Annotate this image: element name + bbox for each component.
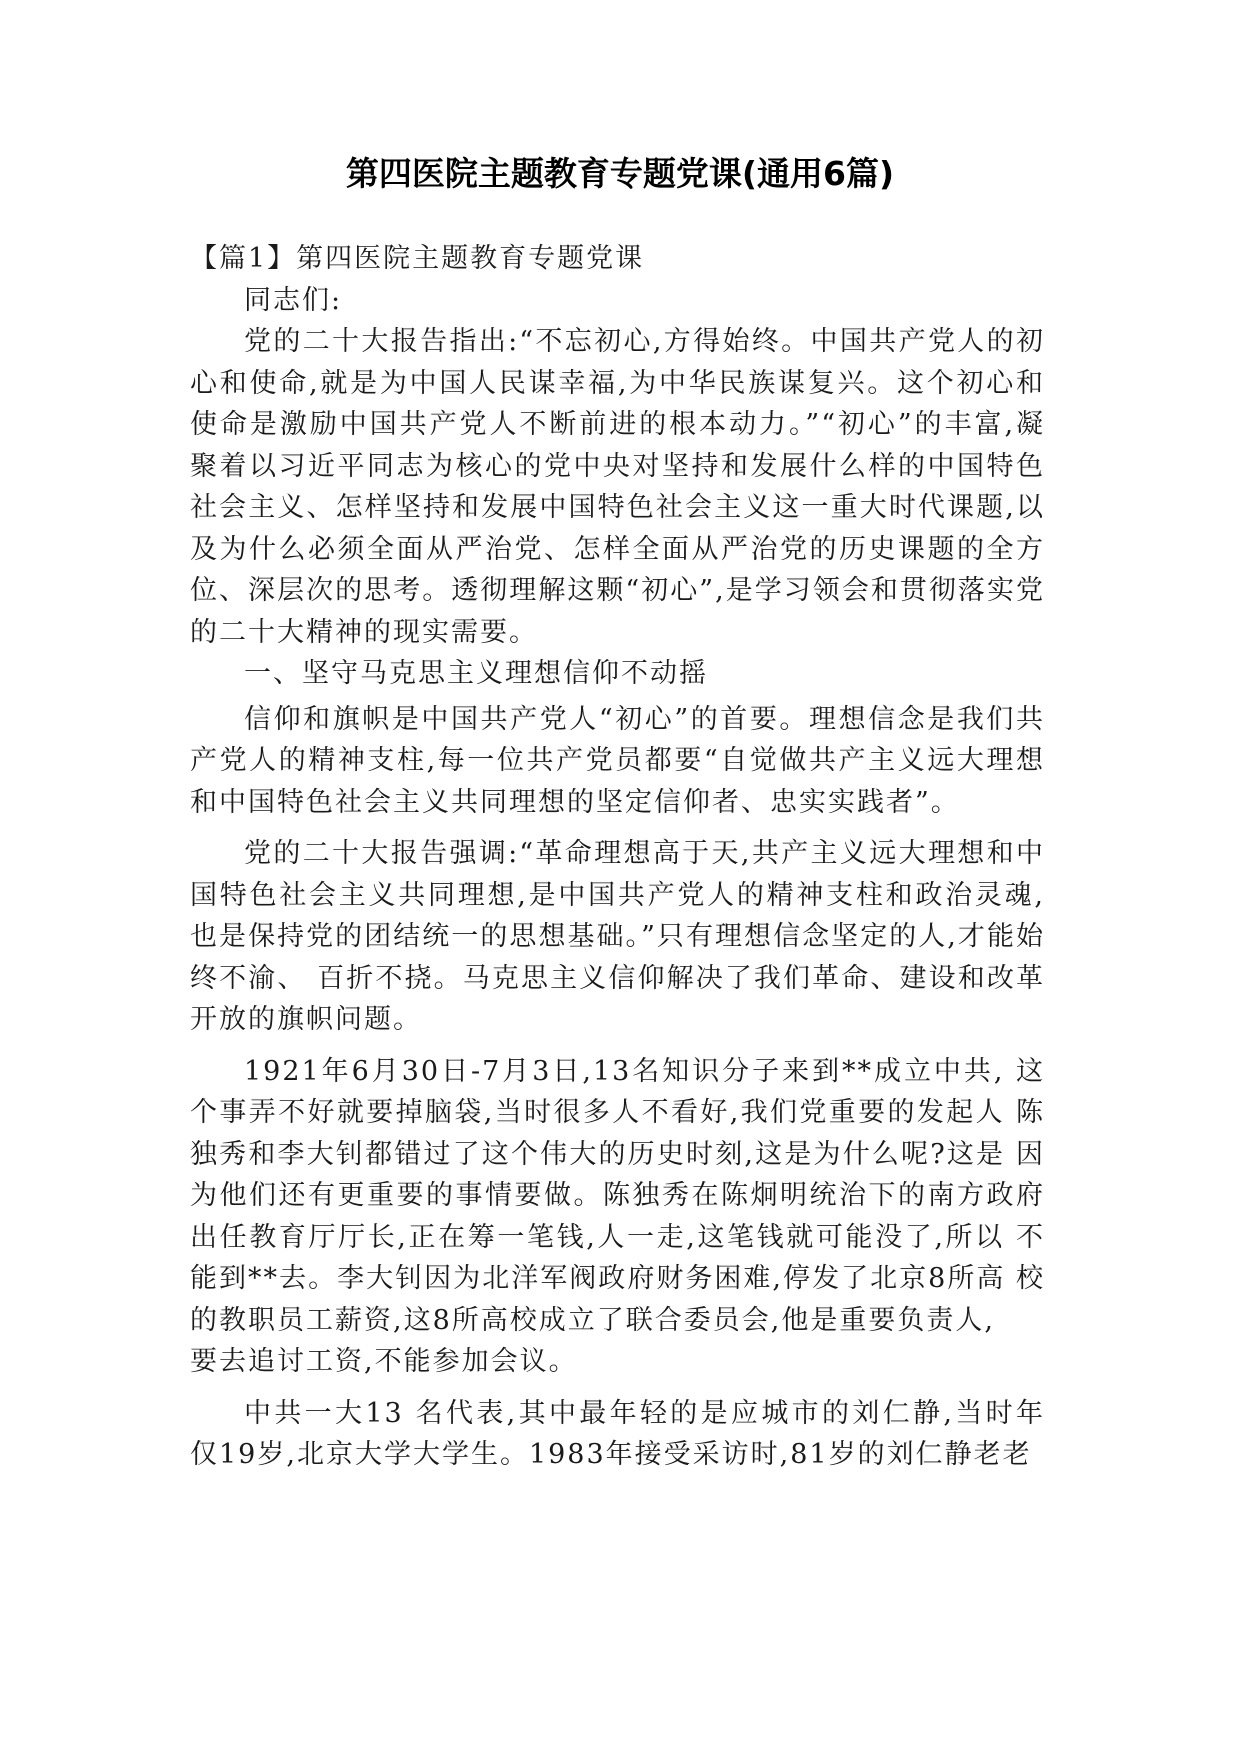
paragraph-faith: 信仰和旗帜是中国共产党人“初心”的首要。理想信念是我们共产党人的精神支柱,每一位共产党员都要“自觉做共产主义远大理想和中国特色社会主义共同理想的坚定信仰者、忠实实践者”。 (190, 703, 1045, 818)
document-title: 第四医院主题教育专题党课(通用6篇) (345, 154, 895, 193)
paragraph-report: 党的二十大报告强调:“革命理想高于天,共产主义远大理想和中国特色社会主义共同理想,是中国共产党人的精神支柱和政治灵魂,也是保持党的团结统一的思想基础。”只有理想信念坚定的人,才能始终不渝、 百折不挠。马克思主义信仰解决了我们革命、建设和改革开放的旗帜问题。 (190, 838, 1045, 1035)
subheading-one: 一、坚守马克思主义理想信仰不动摇 (244, 658, 708, 689)
paragraph-history-continued: 要去追讨工资,不能参加会议。 (190, 1346, 578, 1377)
greeting: 同志们: (244, 284, 343, 316)
section-heading: 【篇1】第四医院主题教育专题党课 (190, 243, 645, 274)
paragraph-delegates: 中共一大13 名代表,其中最年轻的是应城市的刘仁静,当时年 仅19岁,北京大学大学生。1983年接受采访时,81岁的刘仁静老老 (190, 1397, 1045, 1470)
paragraph-history: 1921年6月30日-7月3日,13名知识分子来到**成立中共, 这个事弄不好就要掉脑袋,当时很多人不看好,我们党重要的发起人 陈独秀和李大钊都错过了这个伟大的历史时刻,这是为什么呢?这是 因为他们还有更重要的事情要做。陈独秀在陈炯明统治下的南方政府 出任教育厅厅长,正在筹一笔钱,人一走,这笔钱就可能没了,所以 不能到**去。李大钊因为北洋军阀政府财务困难,停发了北京8所高 校的教职员工薪资,这8所高校成立了联合委员会,他是重要负责人, (190, 1055, 1045, 1336)
document-body (190, 238, 1045, 1476)
paragraph-intro: 党的二十大报告指出:“不忘初心,方得始终。中国共产党人的初心和使命,就是为中国人民谋幸福,为中华民族谋复兴。这个初心和使命是激励中国共产党人不断前进的根本动力。”“初心”的丰富,凝聚着以习近平同志为核心的党中央对坚持和发展什么样的中国特色社会主义、怎样坚持和发展中国特色社会主义这一重大时代课题,以及为什么必须全面从严治党、怎样全面从严治党的历史课题的全方位、深层次的思考。透彻理解这颗“初心”,是学习领会和贯彻落实党的二十大精神的现实需要。 (190, 326, 1045, 648)
